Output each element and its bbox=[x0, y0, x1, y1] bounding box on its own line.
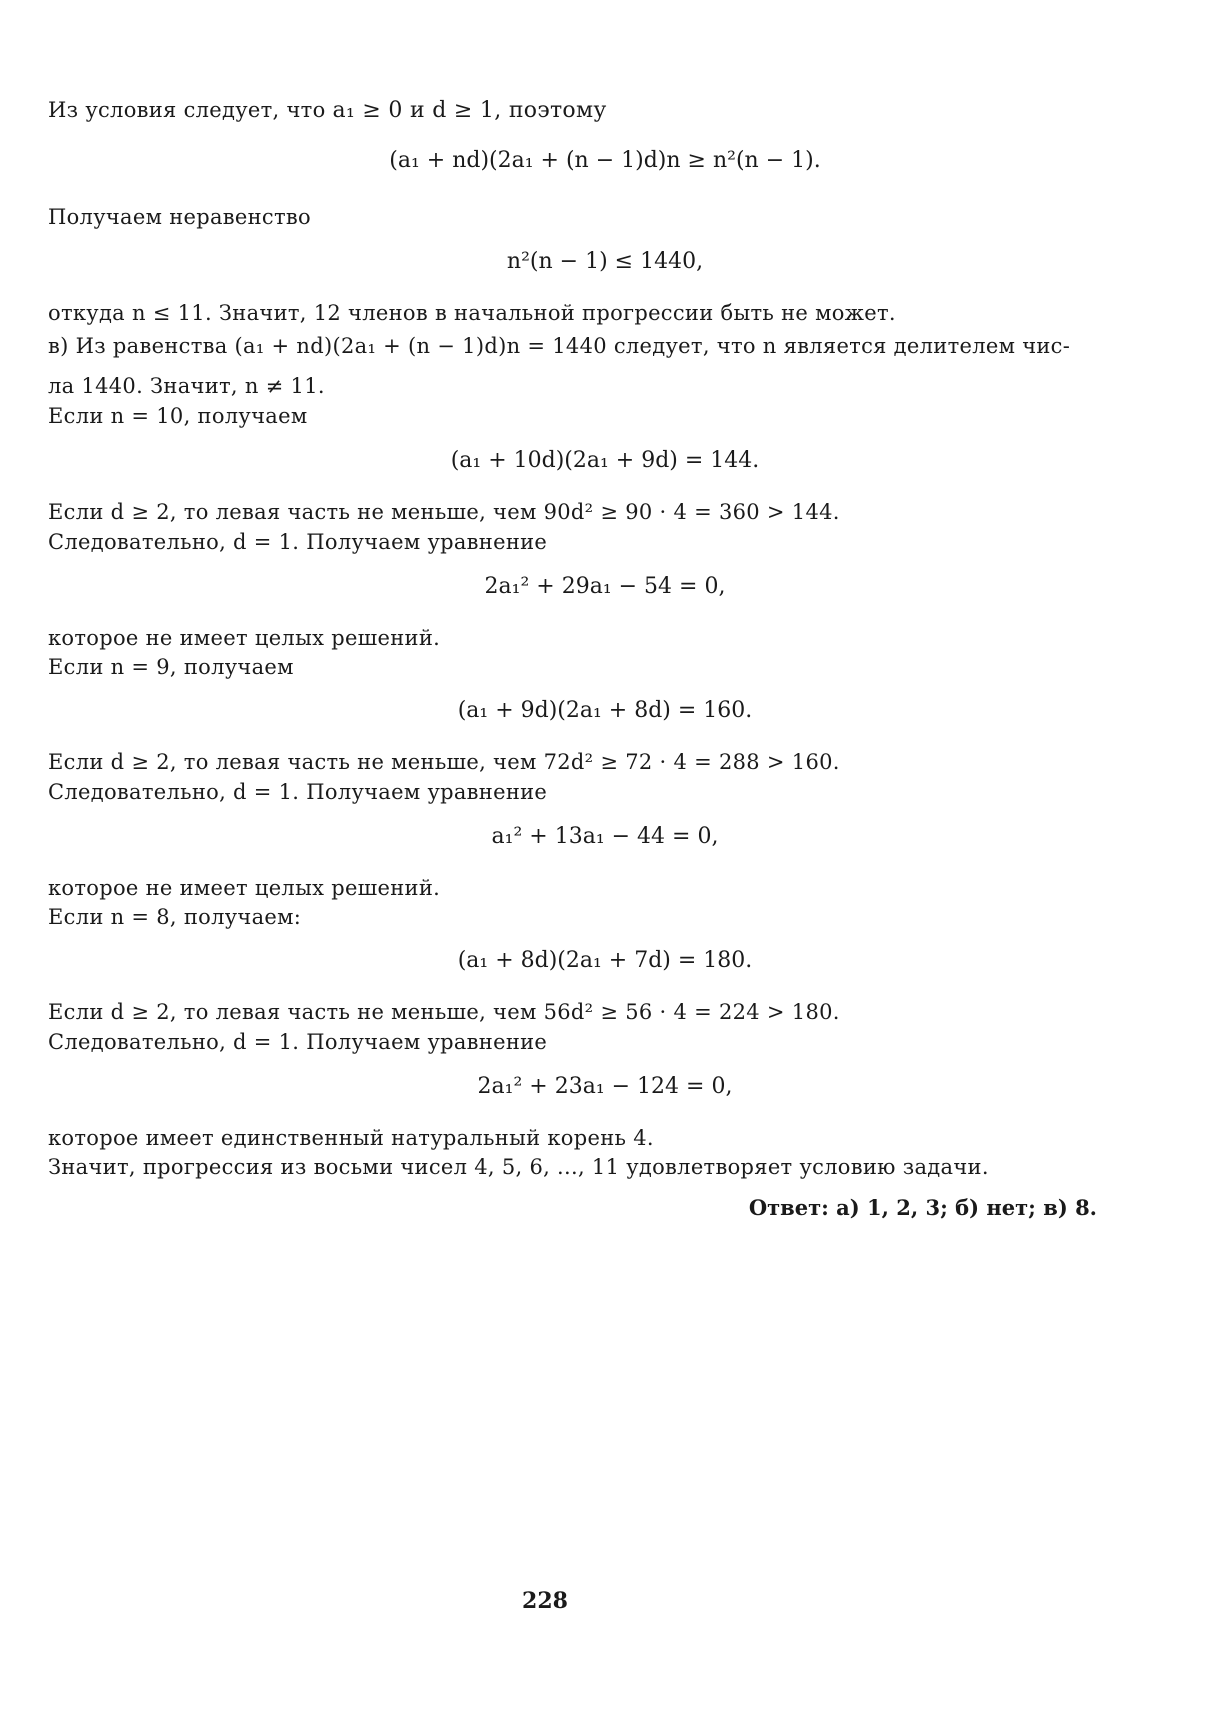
formula-line: (a₁ + nd)(2a₁ + (n − 1)d)n ≥ n²(n − 1). bbox=[389, 148, 821, 173]
formula-line: (a₁ + 10d)(2a₁ + 9d) = 144. bbox=[450, 448, 760, 473]
text-line: Следовательно, d = 1. Получаем уравнение bbox=[48, 780, 548, 804]
text-line: которое не имеет целых решений. bbox=[48, 876, 441, 900]
text-line: которое имеет единственный натуральный корень 4. bbox=[48, 1126, 654, 1150]
formula-line: 2a₁² + 23a₁ − 124 = 0, bbox=[477, 1074, 733, 1099]
formula-line: (a₁ + 9d)(2a₁ + 8d) = 160. bbox=[457, 698, 753, 723]
text-line: Следовательно, d = 1. Получаем уравнение bbox=[48, 1030, 548, 1054]
text-line: Получаем неравенство bbox=[48, 205, 311, 229]
text-line: Значит, прогрессия из восьми чисел 4, 5, 6, ..., 11 удовлетворяет условию задачи. bbox=[48, 1155, 989, 1179]
text-line: которое не имеет целых решений. bbox=[48, 626, 441, 650]
text-line: Следовательно, d = 1. Получаем уравнение bbox=[48, 530, 548, 554]
page-number: 228 bbox=[522, 1588, 568, 1614]
text-line: ла 1440. Значит, n ≠ 11. bbox=[48, 374, 325, 398]
answer-line: Ответ: а) 1, 2, 3; б) нет; в) 8. bbox=[748, 1195, 1097, 1220]
text-line: Если d ≥ 2, то левая часть не меньше, чем 72d² ≥ 72 · 4 = 288 > 160. bbox=[48, 750, 840, 774]
formula-line: a₁² + 13a₁ − 44 = 0, bbox=[491, 824, 719, 849]
formula-line: n²(n − 1) ≤ 1440, bbox=[506, 249, 704, 274]
text-line: в) Из равенства (a₁ + nd)(2a₁ + (n − 1)d)n = 1440 следует, что n является делителем чис- bbox=[48, 334, 1071, 358]
text-line: Из условия следует, что a₁ ≥ 0 и d ≥ 1, поэтому bbox=[48, 98, 607, 123]
text-line: Если d ≥ 2, то левая часть не меньше, чем 90d² ≥ 90 · 4 = 360 > 144. bbox=[48, 500, 840, 524]
formula-line: 2a₁² + 29a₁ − 54 = 0, bbox=[484, 574, 726, 599]
text-line: Если n = 8, получаем: bbox=[48, 905, 302, 929]
text-line: Если d ≥ 2, то левая часть не меньше, чем 56d² ≥ 56 · 4 = 224 > 180. bbox=[48, 1000, 840, 1024]
formula-line: (a₁ + 8d)(2a₁ + 7d) = 180. bbox=[457, 948, 753, 973]
text-line: Если n = 10, получаем bbox=[48, 404, 308, 428]
text-line: откуда n ≤ 11. Значит, 12 членов в начальной прогрессии быть не может. bbox=[48, 301, 896, 325]
text-line: Если n = 9, получаем bbox=[48, 655, 294, 679]
